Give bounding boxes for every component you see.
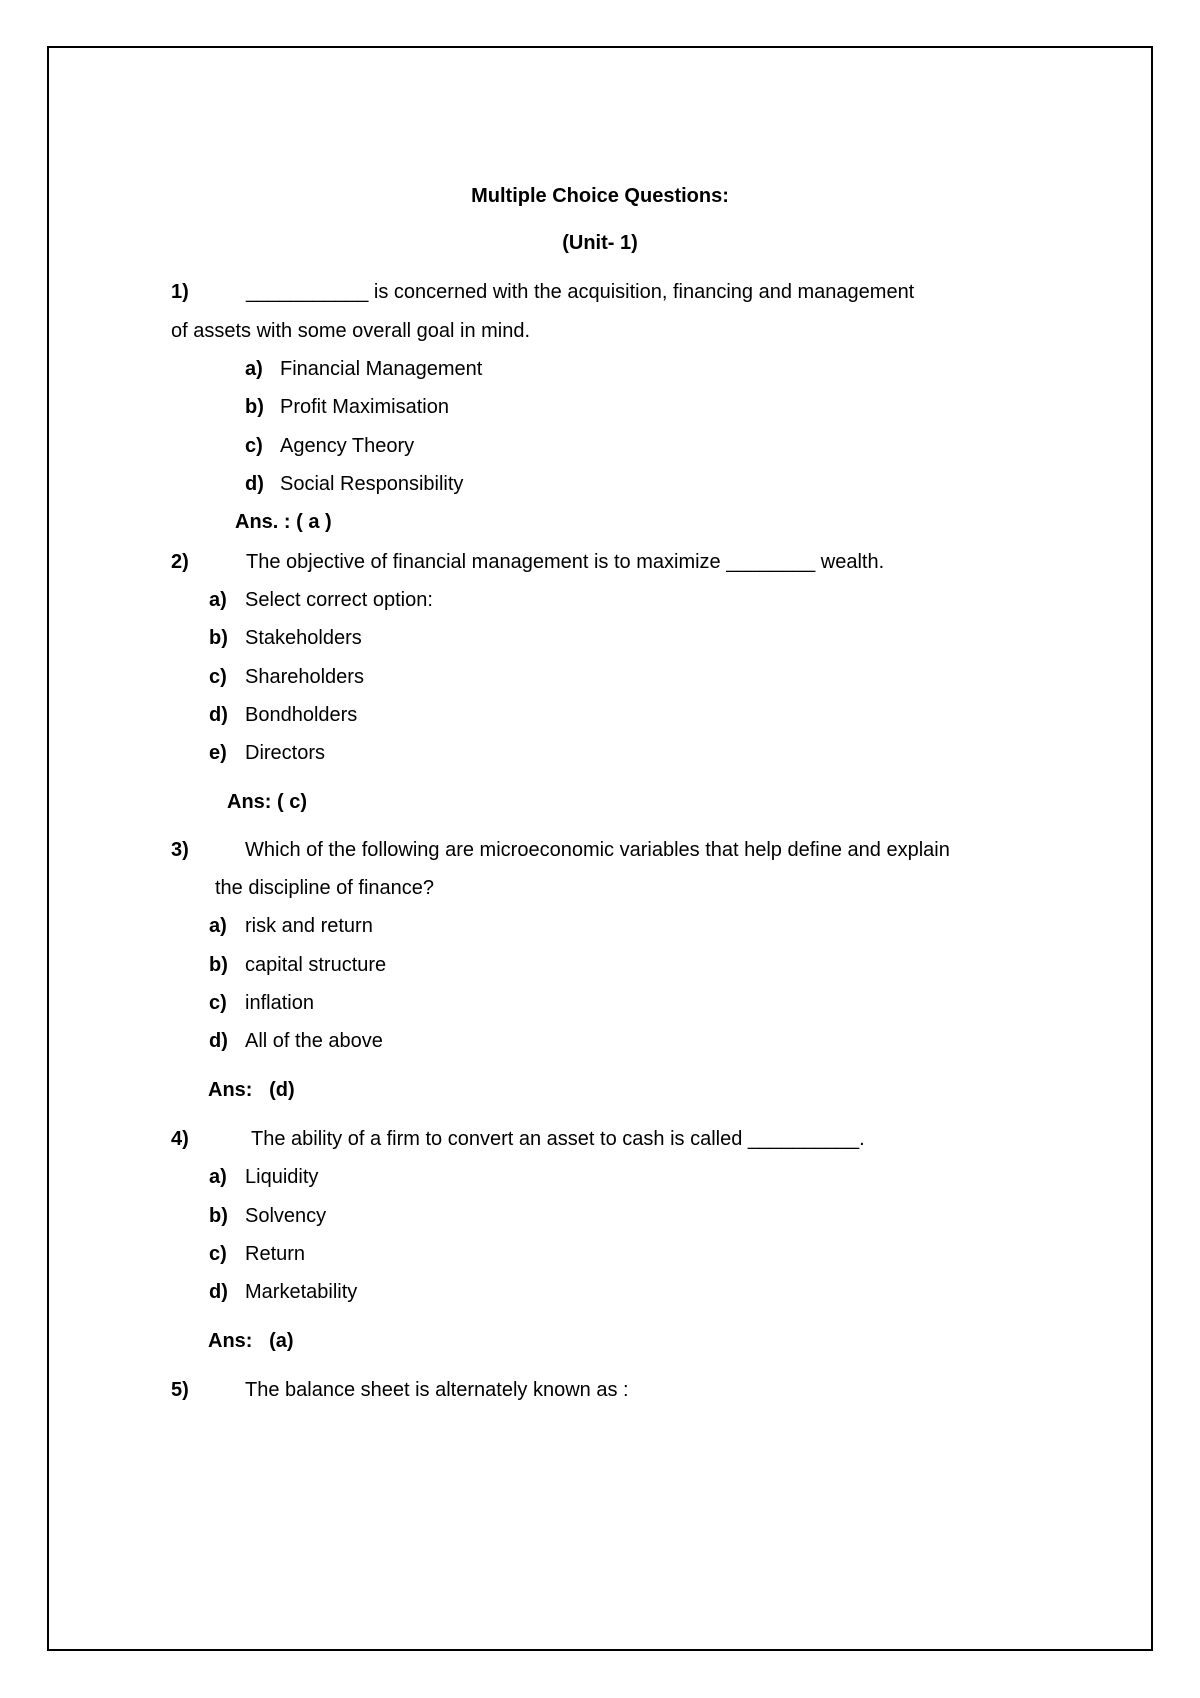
unit-subtitle: (Unit- 1): [562, 232, 638, 254]
question-text: The objective of financial management is to maximize ________ wealth.: [246, 551, 885, 573]
option-text: capital structure: [245, 954, 387, 976]
option-text: Bondholders: [245, 704, 358, 726]
option-letter: d): [209, 1030, 228, 1052]
question-text: The ability of a firm to convert an asset to cash is called __________.: [251, 1128, 865, 1150]
option-letter: c): [209, 666, 227, 688]
option-letter: d): [245, 473, 264, 495]
option-letter: a): [209, 915, 227, 937]
option-text: All of the above: [245, 1030, 383, 1052]
option-text: Shareholders: [245, 666, 364, 688]
option-letter: d): [209, 1281, 228, 1303]
option-letter: a): [209, 1166, 227, 1188]
question-text: The balance sheet is alternately known as :: [245, 1379, 629, 1401]
option-text: inflation: [245, 992, 314, 1014]
answer-label: Ans: (d): [208, 1079, 295, 1101]
option-letter: c): [209, 1243, 227, 1265]
question-number: 5): [171, 1379, 189, 1401]
option-letter: d): [209, 704, 228, 726]
option-letter: b): [209, 954, 228, 976]
answer-label: Ans: (a): [208, 1330, 294, 1352]
option-letter: a): [209, 589, 227, 611]
option-letter: c): [209, 992, 227, 1014]
option-text: Directors: [245, 742, 326, 764]
option-text: Marketability: [245, 1281, 358, 1303]
option-text: Return: [245, 1243, 306, 1265]
option-text: Profit Maximisation: [280, 396, 449, 418]
question-text: ___________ is concerned with the acquisition, financing and management: [246, 281, 915, 303]
question-text: Which of the following are microeconomic variables that help define and explain: [245, 839, 950, 861]
question-number: 3): [171, 839, 189, 861]
option-letter: e): [209, 742, 227, 764]
option-text: Financial Management: [280, 358, 483, 380]
option-letter: c): [245, 435, 263, 457]
option-letter: a): [245, 358, 263, 380]
option-text: Social Responsibility: [280, 473, 464, 495]
option-letter: b): [209, 1205, 228, 1227]
option-text: Select correct option:: [245, 589, 433, 611]
option-text: Agency Theory: [280, 435, 415, 457]
page-title: Multiple Choice Questions:: [471, 185, 729, 207]
question-text-continued: the discipline of finance?: [215, 877, 435, 899]
question-number: 1): [171, 281, 189, 303]
answer-label: Ans. : ( a ): [235, 511, 332, 533]
option-letter: b): [209, 627, 228, 649]
option-text: Liquidity: [245, 1166, 319, 1188]
question-number: 2): [171, 551, 189, 573]
option-text: risk and return: [245, 915, 373, 937]
option-text: Stakeholders: [245, 627, 362, 649]
option-text: Solvency: [245, 1205, 327, 1227]
answer-label: Ans: ( c): [227, 791, 307, 813]
option-letter: b): [245, 396, 264, 418]
question-number: 4): [171, 1128, 189, 1150]
question-text-continued: of assets with some overall goal in mind.: [171, 320, 531, 342]
